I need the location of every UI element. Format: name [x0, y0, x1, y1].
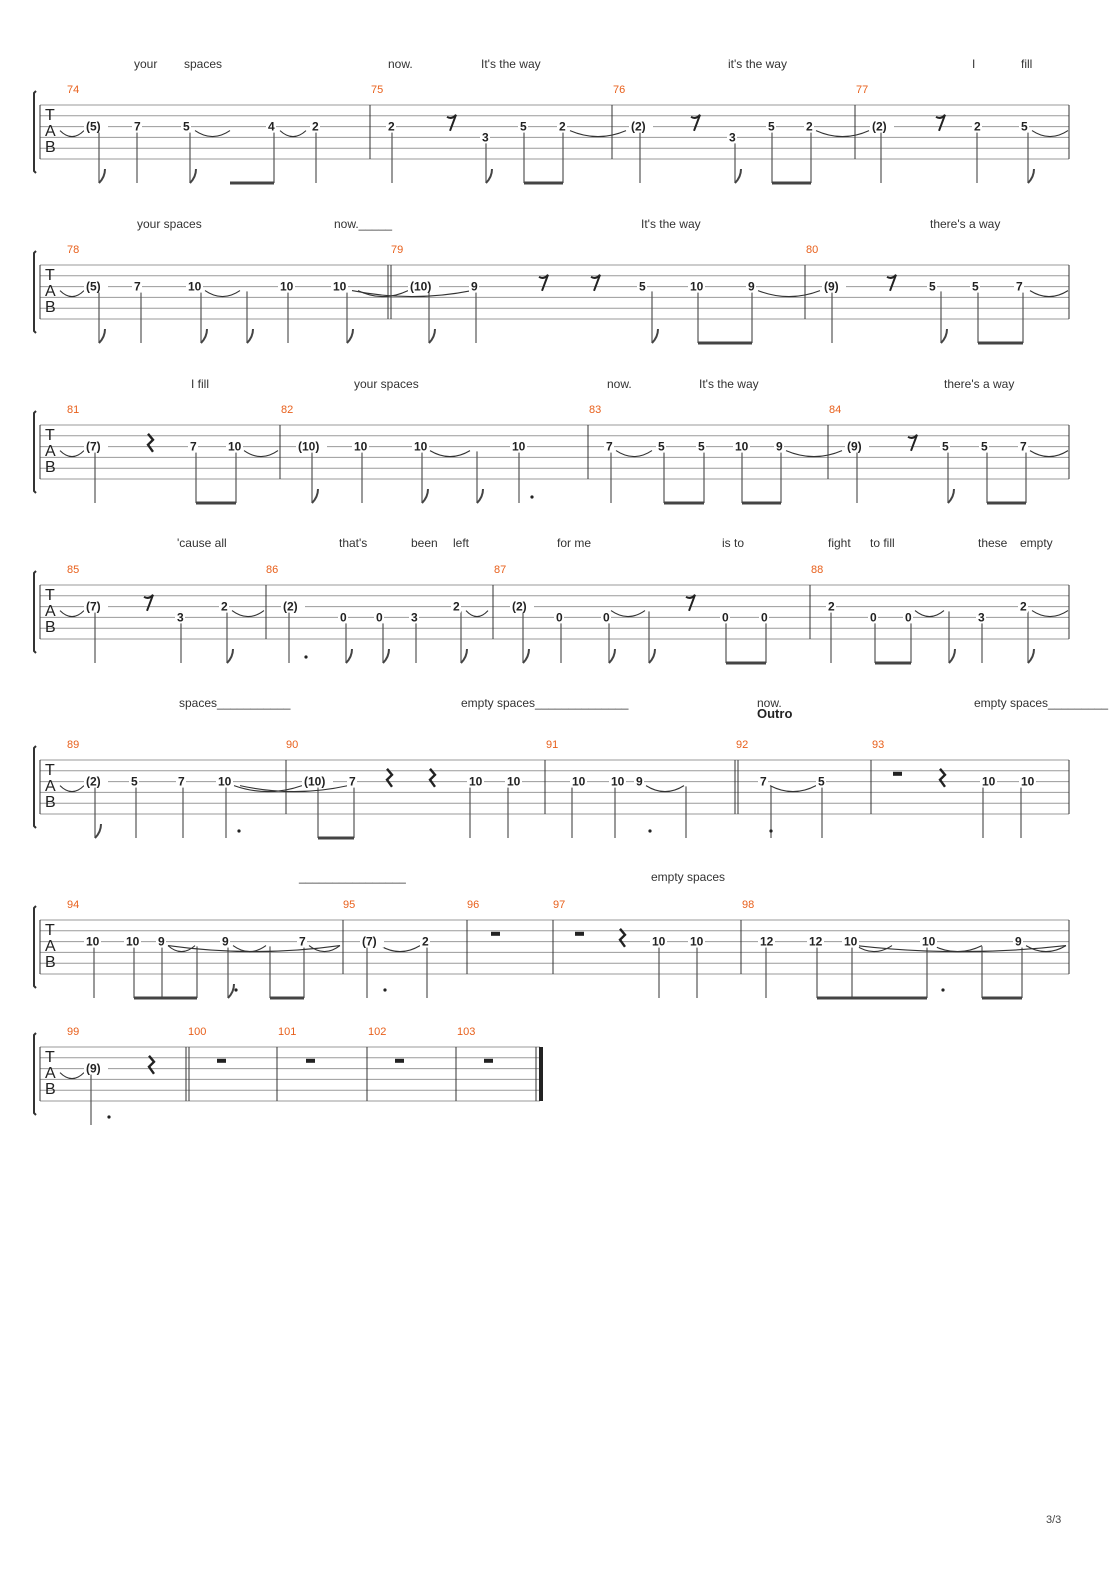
measure-number: 98: [742, 899, 755, 911]
lyric-syllable: spaces: [184, 57, 223, 71]
rhythm-dot: [530, 495, 533, 498]
fret-number: 5: [981, 439, 988, 454]
fret-number: (2): [631, 119, 646, 134]
eighth-rest-icon: [691, 115, 700, 131]
tab-clef-letter: A: [45, 603, 56, 620]
fret-number: 2: [559, 119, 566, 134]
tie-arc: [933, 946, 982, 952]
fret-number: 2: [828, 599, 835, 614]
fret-number: 3: [978, 610, 985, 625]
fret-number: 0: [761, 610, 768, 625]
note-flag: [346, 649, 352, 663]
tie-arc: [1030, 291, 1068, 297]
fret-number: (9): [824, 279, 839, 294]
note-flag: [247, 329, 253, 343]
note-flag: [652, 329, 658, 343]
fret-number: 7: [349, 774, 356, 789]
fret-number: (7): [362, 934, 377, 949]
measure-number: 95: [343, 899, 356, 911]
lyric-syllable: 'cause all: [177, 536, 227, 550]
lyric-syllable: now.: [757, 696, 782, 710]
tab-clef-letter: T: [45, 762, 55, 779]
lyric-syllable: It's the way: [641, 217, 701, 231]
fret-number: 0: [376, 610, 383, 625]
fret-number: 5: [942, 439, 949, 454]
lyric-syllable: it's the way: [728, 57, 787, 71]
half-rest-icon: [484, 1059, 493, 1063]
tie-arc: [770, 786, 816, 792]
rhythm-dot: [234, 988, 237, 991]
fret-number: 10: [354, 439, 368, 454]
fret-number: 0: [905, 610, 912, 625]
fret-number: 5: [1021, 119, 1028, 134]
system-bracket: [34, 746, 36, 828]
note-flag: [347, 329, 353, 343]
measure-number: 83: [589, 404, 602, 416]
fret-number: (5): [86, 279, 101, 294]
fret-number: 9: [748, 279, 755, 294]
note-flag: [190, 169, 196, 183]
eighth-rest-icon: [144, 595, 153, 611]
fret-number: (2): [283, 599, 298, 614]
fret-number: (2): [872, 119, 887, 134]
lyric-syllable: empty spaces: [651, 870, 726, 884]
half-rest-icon: [893, 772, 902, 776]
fret-number: 10: [652, 934, 666, 949]
system-bracket: [34, 91, 36, 173]
tab-clef-letter: B: [45, 954, 56, 971]
fret-number: 7: [178, 774, 185, 789]
measure-number: 87: [494, 564, 507, 576]
lyric-syllable: there's a way: [930, 217, 1001, 231]
tie-arc: [280, 131, 306, 137]
fret-number: 10: [507, 774, 521, 789]
lyric-syllable: ________________: [299, 870, 406, 884]
fret-number: 7: [134, 119, 141, 134]
note-flag: [649, 649, 655, 663]
fret-number: 10: [469, 774, 483, 789]
fret-number: 10: [922, 934, 936, 949]
fret-number: 10: [126, 934, 140, 949]
systems-layer: [34, 57, 1108, 1125]
fret-number: 5: [698, 439, 705, 454]
fret-number: 0: [603, 610, 610, 625]
note-flag: [609, 649, 615, 663]
tab-system: [34, 870, 1069, 998]
note-flag: [949, 649, 955, 663]
quarter-rest-icon: [148, 434, 153, 452]
fret-number: (2): [512, 599, 527, 614]
fret-number: (9): [847, 439, 862, 454]
fret-number: (5): [86, 119, 101, 134]
tab-clef-letter: B: [45, 299, 56, 316]
note-flag: [99, 169, 105, 183]
tab-system: [34, 696, 1108, 838]
lyric-syllable: for me: [557, 536, 592, 550]
tie-arc: [60, 291, 84, 297]
lyric-syllable: empty spaces_________: [974, 696, 1109, 710]
tie-arc: [758, 291, 820, 297]
fret-number: 2: [453, 599, 460, 614]
tie-arc: [60, 786, 84, 792]
system-bracket: [34, 906, 36, 988]
fret-number: 10: [690, 279, 704, 294]
fret-number: 2: [312, 119, 319, 134]
measure-number: 80: [806, 244, 819, 256]
system-bracket: [34, 571, 36, 653]
half-rest-icon: [306, 1059, 315, 1063]
fret-number: 10: [280, 279, 294, 294]
fret-number: 7: [1016, 279, 1023, 294]
tie-arc: [786, 451, 842, 457]
measure-number: 77: [856, 84, 869, 96]
note-flag: [99, 329, 105, 343]
measure-number: 90: [286, 739, 299, 751]
tab-clef-letter: T: [45, 107, 55, 124]
tab-clef-letter: B: [45, 1081, 56, 1098]
fret-number: 9: [471, 279, 478, 294]
tie-arc: [646, 786, 684, 792]
note-flag: [735, 169, 741, 183]
fret-number: 7: [299, 934, 306, 949]
tie-arc: [1032, 131, 1068, 137]
measure-number: 84: [829, 404, 842, 416]
tab-system: [34, 377, 1069, 503]
tab-clef-letter: B: [45, 459, 56, 476]
section-marker: Outro: [757, 706, 793, 721]
lyric-syllable: left: [453, 536, 470, 550]
lyric-syllable: fill: [1021, 57, 1033, 71]
measure-number: 96: [467, 899, 480, 911]
tie-arc: [611, 611, 645, 617]
fret-number: 10: [690, 934, 704, 949]
final-barline-thick: [539, 1047, 543, 1101]
fret-number: 5: [929, 279, 936, 294]
fret-number: 10: [86, 934, 100, 949]
tie-arc: [233, 946, 266, 952]
fret-number: 10: [188, 279, 202, 294]
tie-arc: [60, 451, 84, 457]
measure-number: 88: [811, 564, 824, 576]
tie-arc: [60, 1073, 84, 1079]
quarter-rest-icon: [620, 929, 625, 947]
lyric-syllable: now.: [388, 57, 413, 71]
eighth-rest-icon: [591, 275, 600, 291]
measure-number: 103: [457, 1026, 476, 1038]
lyric-syllable: fight: [828, 536, 851, 550]
measure-number: 76: [613, 84, 626, 96]
tab-system: [34, 536, 1069, 663]
measure-number: 86: [266, 564, 279, 576]
fret-number: (10): [298, 439, 320, 454]
half-rest-icon: [491, 932, 500, 936]
fret-number: 0: [556, 610, 563, 625]
page-number: 3/3: [1046, 1514, 1062, 1526]
measure-number: 94: [67, 899, 80, 911]
tie-arc: [232, 611, 264, 617]
measure-number: 75: [371, 84, 384, 96]
measure-number: 89: [67, 739, 80, 751]
lyric-syllable: It's the way: [481, 57, 541, 71]
fret-number: 9: [222, 934, 229, 949]
fret-number: 2: [974, 119, 981, 134]
tab-clef-letter: T: [45, 427, 55, 444]
fret-number: 3: [482, 130, 489, 145]
fret-number: 10: [512, 439, 526, 454]
tab-clef-letter: T: [45, 922, 55, 939]
lyric-syllable: empty spaces______________: [461, 696, 629, 710]
rhythm-dot: [648, 829, 651, 832]
tie-arc: [195, 131, 230, 137]
measure-number: 91: [546, 739, 559, 751]
measure-number: 100: [188, 1026, 207, 1038]
lyric-syllable: that's: [339, 536, 368, 550]
fret-number: 9: [636, 774, 643, 789]
note-flag: [477, 489, 483, 503]
tie-arc: [244, 451, 278, 457]
lyric-syllable: now._____: [334, 217, 393, 231]
tie-arc: [430, 451, 470, 457]
lyric-syllable: there's a way: [944, 377, 1015, 391]
tab-clef-letter: A: [45, 283, 56, 300]
fret-number: 3: [411, 610, 418, 625]
tab-clef-letter: A: [45, 443, 56, 460]
eighth-rest-icon: [447, 115, 456, 131]
lyric-syllable: I: [972, 57, 976, 71]
measure-number: 85: [67, 564, 80, 576]
tab-clef-letter: B: [45, 619, 56, 636]
half-rest-icon: [395, 1059, 404, 1063]
fret-number: 2: [422, 934, 429, 949]
fret-number: 10: [735, 439, 749, 454]
note-flag: [941, 329, 947, 343]
measure-number: 99: [67, 1026, 80, 1038]
tie-arc: [1032, 611, 1068, 617]
rhythm-dot: [237, 829, 240, 832]
fret-number: 9: [776, 439, 783, 454]
tab-clef-letter: T: [45, 267, 55, 284]
tie-arc: [1030, 451, 1068, 457]
fret-number: 0: [722, 610, 729, 625]
system-bracket: [34, 251, 36, 333]
tab-system: [34, 217, 1069, 343]
lyric-syllable: your spaces: [137, 217, 202, 231]
fret-number: (7): [86, 439, 101, 454]
fret-number: 5: [972, 279, 979, 294]
fret-number: 12: [760, 934, 774, 949]
lyric-syllable: spaces___________: [179, 696, 291, 710]
tie-arc: [466, 611, 488, 617]
fret-number: 10: [333, 279, 347, 294]
tab-system: [34, 57, 1069, 183]
fret-number: 3: [729, 130, 736, 145]
note-flag: [429, 329, 435, 343]
measure-number: 81: [67, 404, 80, 416]
system-bracket: [34, 411, 36, 493]
note-flag: [201, 329, 207, 343]
measure-number: 78: [67, 244, 80, 256]
eighth-rest-icon: [908, 435, 917, 451]
rhythm-dot: [107, 1115, 110, 1118]
lyric-syllable: is to: [722, 536, 745, 550]
note-flag: [312, 489, 318, 503]
fret-number: 10: [982, 774, 996, 789]
fret-number: 5: [658, 439, 665, 454]
fret-number: 10: [572, 774, 586, 789]
quarter-rest-icon: [940, 769, 945, 787]
fret-number: 5: [183, 119, 190, 134]
fret-number: 10: [218, 774, 232, 789]
lyric-syllable: your: [134, 57, 158, 71]
measure-number: 74: [67, 84, 80, 96]
rhythm-dot: [769, 829, 772, 832]
note-flag: [95, 824, 101, 838]
lyric-syllable: been: [411, 536, 438, 550]
lyric-syllable: now.: [607, 377, 632, 391]
fret-number: 7: [760, 774, 767, 789]
note-flag: [422, 489, 428, 503]
quarter-rest-icon: [387, 769, 392, 787]
measure-number: 102: [368, 1026, 387, 1038]
fret-number: 2: [388, 119, 395, 134]
quarter-rest-icon: [430, 769, 435, 787]
note-flag: [228, 984, 234, 998]
measure-number: 92: [736, 739, 749, 751]
measure-number: 79: [391, 244, 404, 256]
fret-number: 10: [228, 439, 242, 454]
tie-arc: [915, 611, 944, 617]
eighth-rest-icon: [887, 275, 896, 291]
fret-number: 0: [870, 610, 877, 625]
lyric-syllable: I fill: [191, 377, 209, 391]
rhythm-dot: [941, 988, 944, 991]
note-flag: [486, 169, 492, 183]
tab-clef-letter: B: [45, 139, 56, 156]
quarter-rest-icon: [149, 1056, 154, 1074]
fret-number: 3: [177, 610, 184, 625]
lyric-syllable: your spaces: [354, 377, 419, 391]
tab-clef-letter: B: [45, 794, 56, 811]
note-flag: [461, 649, 467, 663]
measure-number: 97: [553, 899, 566, 911]
eighth-rest-icon: [539, 275, 548, 291]
tab-clef-letter: A: [45, 123, 56, 140]
fret-number: 10: [1021, 774, 1035, 789]
tab-system: [34, 1026, 543, 1125]
fret-number: (2): [86, 774, 101, 789]
note-flag: [227, 649, 233, 663]
fret-number: 9: [1015, 934, 1022, 949]
fret-number: 7: [606, 439, 613, 454]
tab-clef-letter: T: [45, 587, 55, 604]
fret-number: (7): [86, 599, 101, 614]
tie-arc: [816, 131, 869, 137]
tie-arc: [60, 611, 84, 617]
rhythm-dot: [304, 655, 307, 658]
tie-arc: [570, 131, 626, 137]
fret-number: 10: [611, 774, 625, 789]
fret-number: 5: [639, 279, 646, 294]
fret-number: 5: [131, 774, 138, 789]
fret-number: 10: [414, 439, 428, 454]
fret-number: 5: [768, 119, 775, 134]
fret-number: 2: [806, 119, 813, 134]
tab-clef-letter: T: [45, 1049, 55, 1066]
fret-number: 5: [520, 119, 527, 134]
system-bracket: [34, 1033, 36, 1115]
tie-arc: [205, 291, 240, 297]
fret-number: 2: [1020, 599, 1027, 614]
rhythm-dot: [383, 988, 386, 991]
fret-number: 7: [134, 279, 141, 294]
fret-number: 10: [844, 934, 858, 949]
fret-number: 12: [809, 934, 823, 949]
fret-number: (9): [86, 1061, 101, 1076]
lyric-syllable: empty: [1020, 536, 1053, 550]
note-flag: [1028, 649, 1034, 663]
eighth-rest-icon: [936, 115, 945, 131]
tab-clef-letter: A: [45, 1065, 56, 1082]
note-flag: [383, 649, 389, 663]
tie-arc: [60, 131, 84, 137]
fret-number: 5: [818, 774, 825, 789]
half-rest-icon: [217, 1059, 226, 1063]
tie-arc: [616, 451, 652, 457]
fret-number: 9: [158, 934, 165, 949]
tie-arc: [856, 946, 1066, 952]
tab-clef-letter: A: [45, 938, 56, 955]
fret-number: 2: [221, 599, 228, 614]
note-flag: [523, 649, 529, 663]
fret-number: 7: [1020, 439, 1027, 454]
fret-number: 0: [340, 610, 347, 625]
lyric-syllable: It's the way: [699, 377, 759, 391]
fret-number: 4: [268, 119, 275, 134]
note-flag: [1028, 169, 1034, 183]
tie-arc: [380, 946, 420, 952]
fret-number: (10): [410, 279, 432, 294]
note-flag: [948, 489, 954, 503]
half-rest-icon: [575, 932, 584, 936]
tab-clef-letter: A: [45, 778, 56, 795]
measure-number: 101: [278, 1026, 297, 1038]
measure-number: 93: [872, 739, 885, 751]
fret-number: 7: [190, 439, 197, 454]
fret-number: (10): [304, 774, 326, 789]
lyric-syllable: to fill: [870, 536, 895, 550]
lyric-syllable: these: [978, 536, 1008, 550]
measure-number: 82: [281, 404, 294, 416]
eighth-rest-icon: [686, 595, 695, 611]
